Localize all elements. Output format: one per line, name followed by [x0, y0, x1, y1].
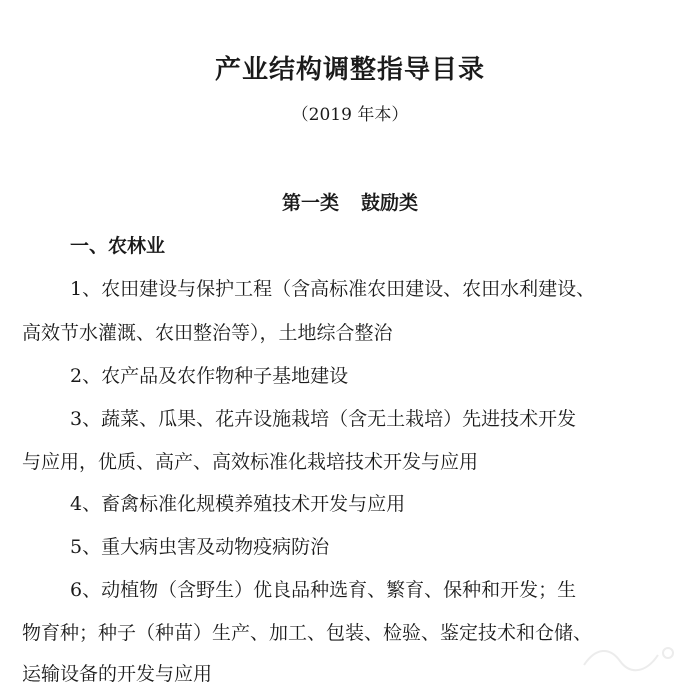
- item-3-line-1: 3、蔬菜、瓜果、花卉设施栽培（含无土栽培）先进技术开发: [70, 408, 577, 430]
- item-6-line-1: 6、动植物（含野生）优良品种选育、繁育、保种和开发；生: [70, 579, 577, 601]
- category-heading: [0, 189, 700, 217]
- section-heading: 一、农林业: [70, 235, 166, 257]
- item-6-line-3: 运输设备的开发与应用: [22, 663, 213, 685]
- item-3-line-2: 与应用，优质、高产、高效标准化栽培技术开发与应用: [22, 451, 479, 473]
- item-1-line-2: 高效节水灌溉、农田整治等），土地综合整治: [22, 322, 393, 344]
- item-1-line-1: 1、农田建设与保护工程（含高标准农田建设、农田水利建设、: [70, 278, 596, 300]
- item-2-line-1: 2、农产品及农作物种子基地建设: [70, 365, 349, 387]
- item-4-line-1: 4、畜禽标准化规模养殖技术开发与应用: [70, 493, 406, 515]
- item-6-line-2: 物育种；种子（种苗）生产、加工、包装、检验、鉴定技术和仓储、: [22, 622, 593, 644]
- item-5-line-1: 5、重大病虫害及动物疫病防治: [70, 536, 330, 558]
- document-edition: （2019 年本）: [291, 105, 409, 125]
- watermark-logo-icon: [576, 637, 686, 677]
- document-title: 产业结构调整指导目录: [214, 55, 485, 85]
- category-number: 第一类: [281, 192, 339, 214]
- category-name: 鼓励类: [361, 192, 419, 214]
